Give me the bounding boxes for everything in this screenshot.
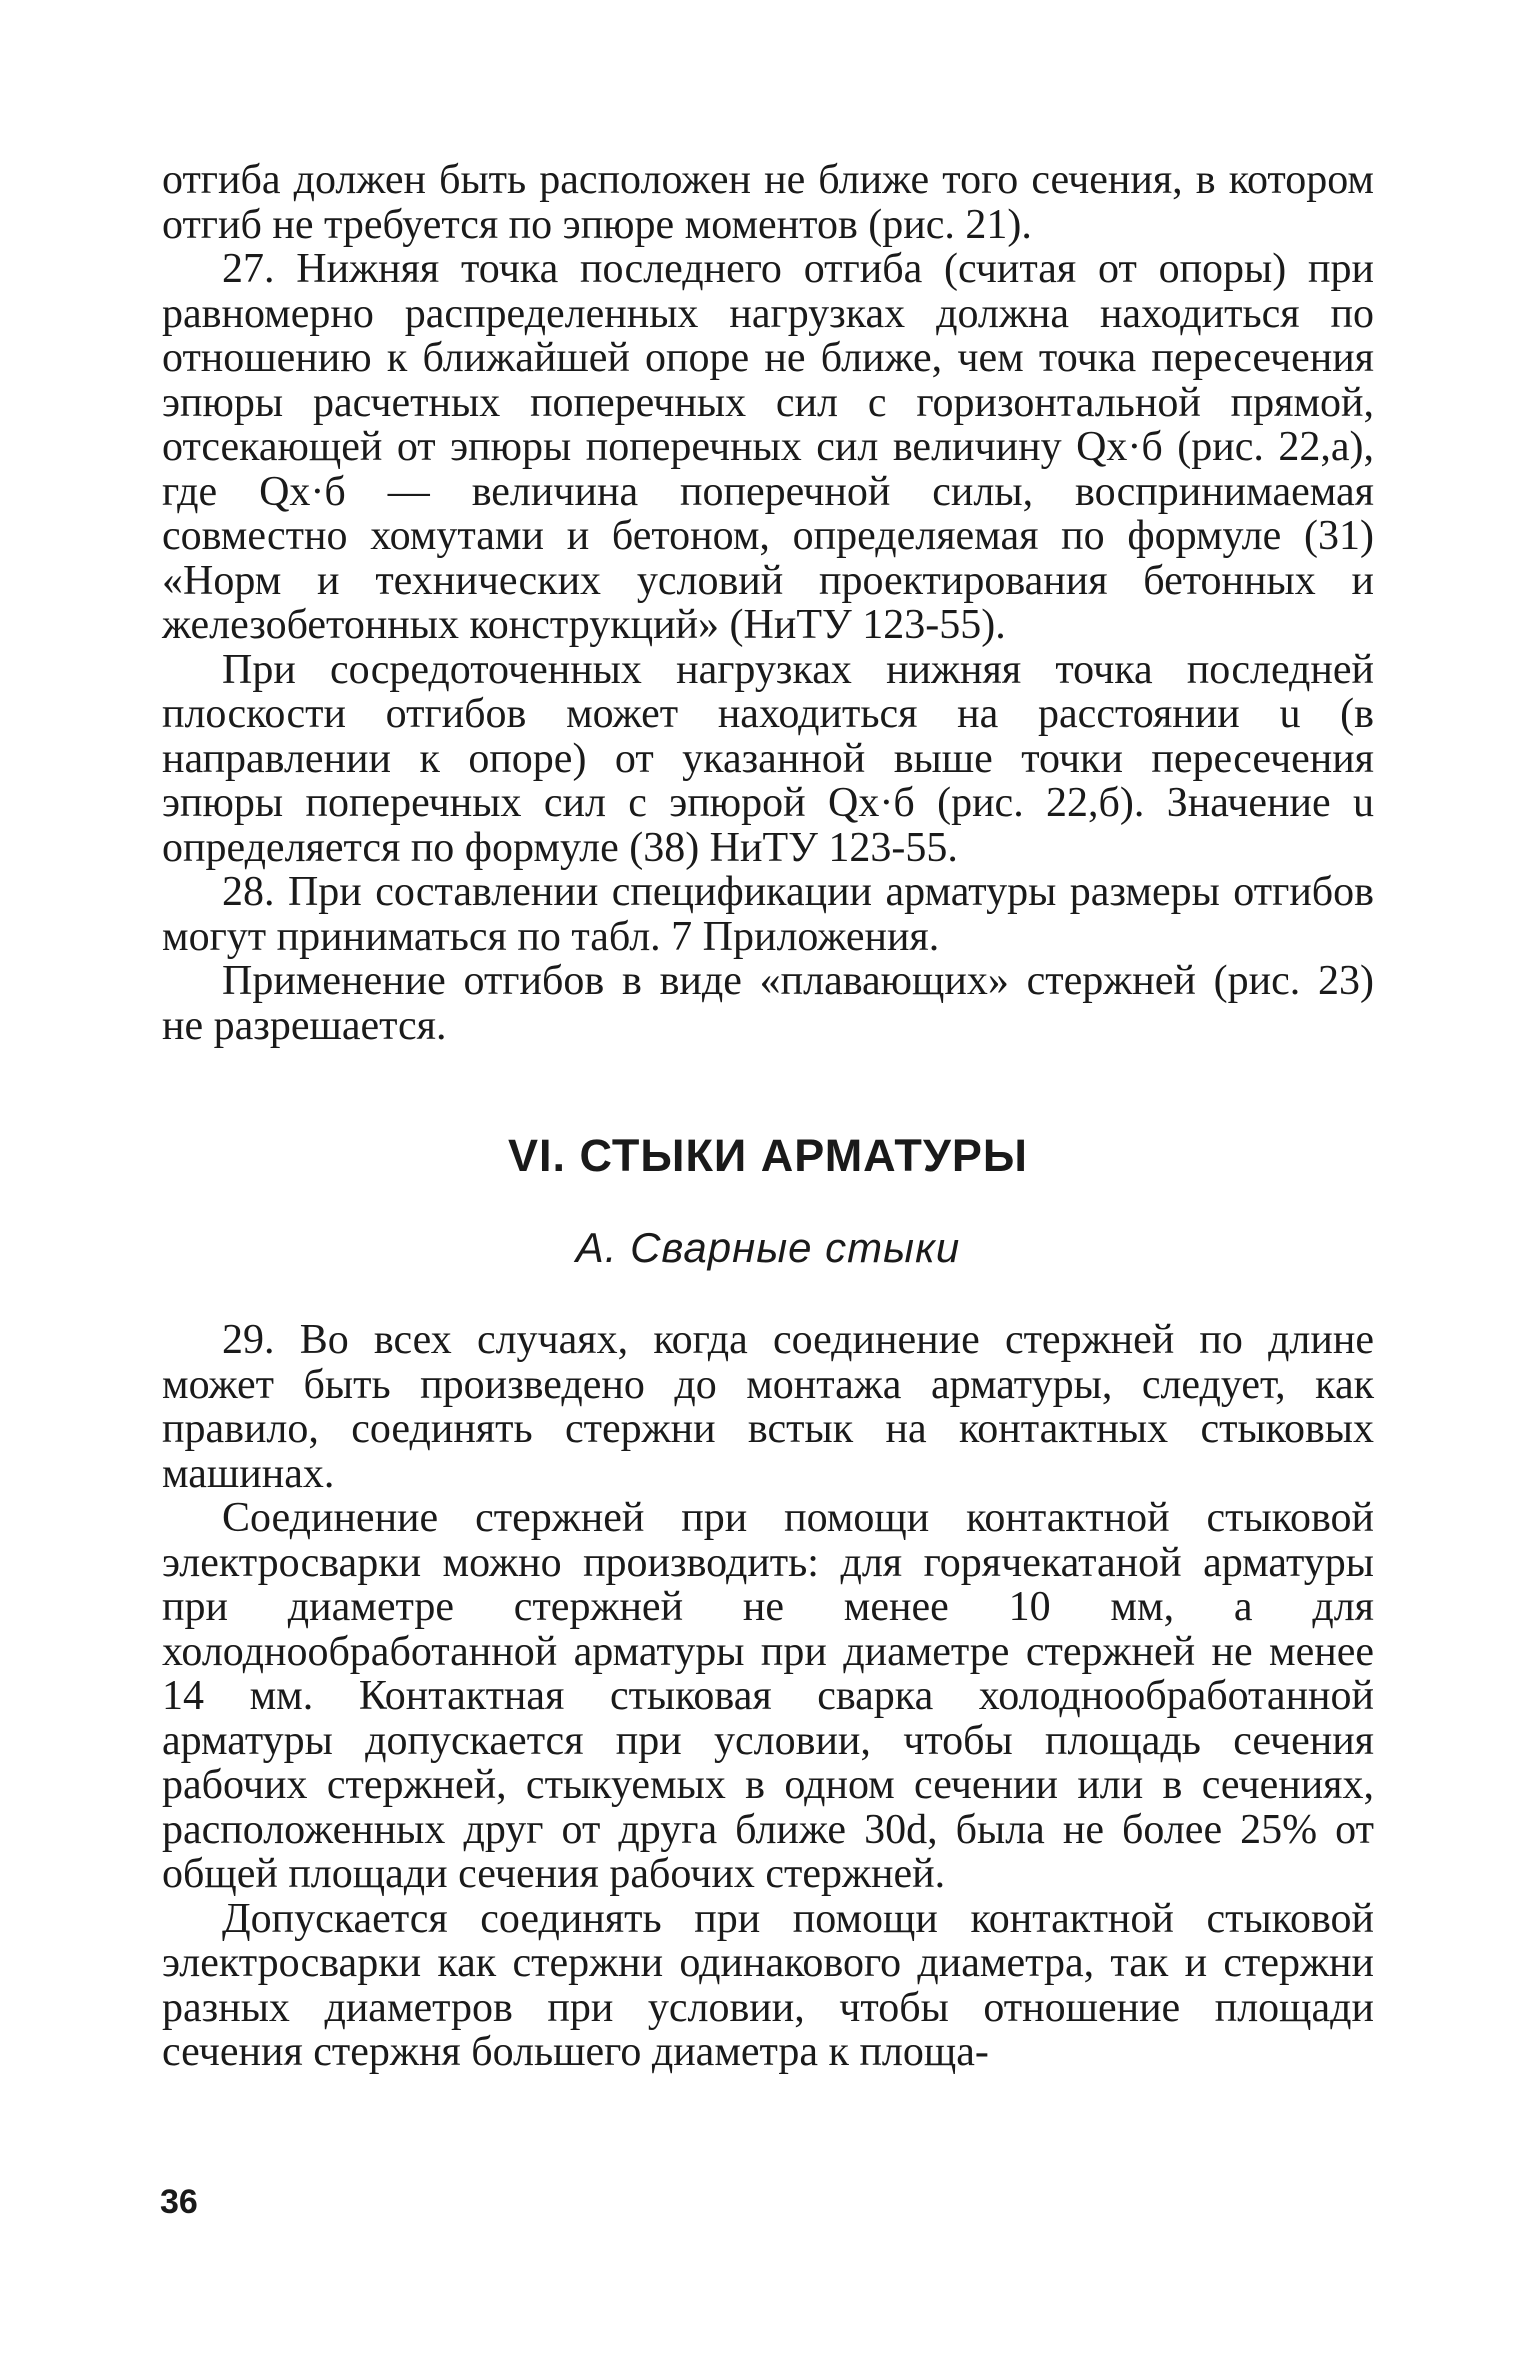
paragraph-item-29: 29. Во всех случаях, когда соединение стержней по длине может быть произведено до монтажа арматуры, следует, как правило, соединять стержни встык на контактных стыковых машинах. bbox=[162, 1317, 1374, 1497]
section-title: VI. СТЫКИ АРМАТУРЫ bbox=[508, 1130, 1028, 1181]
paragraph-continuation: отгиба должен быть расположен не ближе того сечения, в котором отгиб не требуется по эпюре моментов (рис. 21). bbox=[162, 157, 1374, 248]
paragraph-contact-welding: Соединение стержней при помощи контактной стыковой электросварки можно производить: для горячекатаной арматуры при диаметре стержней не менее 10 мм, а для холоднообработанной арматуры при диаметре стержней не менее 14 мм. Контактная стыковая сварка холоднообработанной арматуры допускается при условии, чтобы площадь сечения рабочих стержней, стыкуемых в одном сечении или в сечениях, расположенных друг от друга ближе 30d, была не более 25% от общей площади сечения рабочих стержней. bbox=[162, 1495, 1374, 1897]
page-number: 36 bbox=[160, 2183, 198, 2221]
paragraph-floating-bars: Применение отгибов в виде «плавающих» стержней (рис. 23) не разрешается. bbox=[162, 958, 1374, 1049]
paragraph-different-diameters: Допускается соединять при помощи контактной стыковой электросварки как стержни одинакового диаметра, так и стержни разных диаметров при условии, чтобы отношение площади сечения стержня большего диаметра к площа- bbox=[162, 1895, 1374, 2075]
subsection-title: А. Сварные стыки bbox=[575, 1224, 961, 1271]
page-body bbox=[162, 158, 1374, 2075]
paragraph-item-28: 28. При составлении спецификации арматуры размеры отгибов могут приниматься по табл. 7 Приложения. bbox=[162, 869, 1374, 960]
paragraph-concentrated-loads: При сосредоточенных нагрузках нижняя точка последней плоскости отгибов может находиться на расстоянии u (в направлении к опоре) от указанной выше точки пересечения эпюры поперечных сил с эпюрой Qх·б (рис. 22,б). Значение u определяется по формуле (38) НиТУ 123-55. bbox=[162, 646, 1374, 871]
paragraph-item-27: 27. Нижняя точка последнего отгиба (считая от опоры) при равномерно распределенных нагрузках должна находиться по отношению к ближайшей опоре не ближе, чем точка пересечения эпюры расчетных поперечных сил с горизонтальной прямой, отсекающей от эпюры поперечных сил величину Qх·б (рис. 22,а), где Qх·б — величина поперечной силы, воспринимаемая совместно хомутами и бетоном, определяемая по формуле (31) «Норм и технических условий проектирования бетонных и железобетонных конструкций» (НиТУ 123-55). bbox=[162, 246, 1374, 648]
